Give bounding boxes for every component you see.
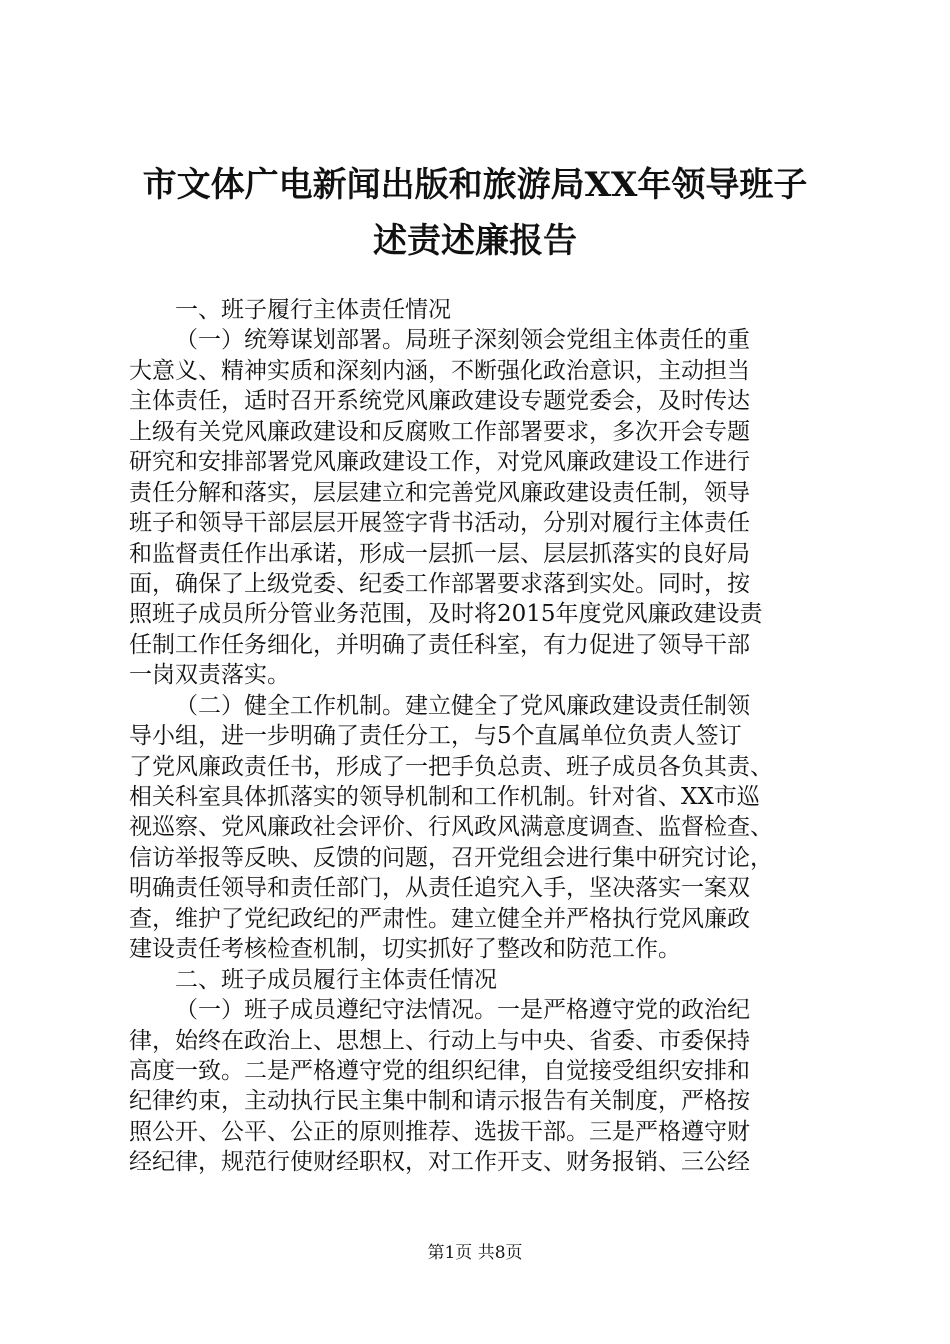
paragraph-3-line: （一）班子成员遵纪守法情况。一是严格遵守党的政治纪 <box>175 997 750 1024</box>
paragraph-2-line: 建设责任考核检查机制，切实抓好了整改和防范工作。 <box>129 936 681 963</box>
paragraph-1-line: 大意义、精神实质和深刻内涵，不断强化政治意识，主动担当 <box>129 357 750 384</box>
paragraph-3-line: 高度一致。二是严格遵守党的组织纪律，自觉接受组织安排和 <box>129 1057 750 1084</box>
page-footer: 第1页 共8页 <box>427 1243 523 1263</box>
paragraph-1-line: 面，确保了上级党委、纪委工作部署要求落到实处。同时，按 <box>129 570 750 597</box>
paragraph-2-line: 明确责任领导和责任部门，从责任追究入手，坚决落实一案双 <box>129 875 750 902</box>
paragraph-1-line: 上级有关党风廉政建设和反腐败工作部署要求，多次开会专题 <box>129 418 750 445</box>
paragraph-2-line: 了党风廉政责任书，形成了一把手负总责、班子成员各负其责、 <box>129 753 773 780</box>
paragraph-1-line: 和监督责任作出承诺，形成一层抓一层、层层抓落实的良好局 <box>129 540 750 567</box>
paragraph-2-line: 导小组，进一步明确了责任分工，与5个直属单位负责人签订 <box>129 723 742 750</box>
paragraph-3-line: 经纪律，规范行使财经职权，对工作开支、财务报销、三公经 <box>129 1149 750 1176</box>
paragraph-2-line: 相关科室具体抓落实的领导机制和工作机制。针对省、XX市巡 <box>129 784 760 810</box>
paragraph-1-line: 责任分解和落实，层层建立和完善党风廉政建设责任制，领导 <box>129 479 750 506</box>
paragraph-1-line: 任制工作任务细化，并明确了责任科室，有力促进了领导干部 <box>129 631 750 658</box>
paragraph-3-line: 纪律约束，主动执行民主集中制和请示报告有关制度，严格按 <box>129 1088 750 1115</box>
document-body <box>129 295 834 1178</box>
paragraph-1-line: 研究和安排部署党风廉政建设工作，对党风廉政建设工作进行 <box>129 449 750 476</box>
section-heading-2: 二、班子成员履行主体责任情况 <box>175 966 497 993</box>
paragraph-1-line: 一岗双责落实。 <box>129 662 290 689</box>
paragraph-1-line: 照班子成员所分管业务范围，及时将2015年度党风廉政建设责 <box>129 601 763 628</box>
paragraph-1-line: 班子和领导干部层层开展签字背书活动，分别对履行主体责任 <box>129 510 750 537</box>
paragraph-2-line: 信访举报等反映、反馈的问题，召开党组会进行集中研究讨论， <box>129 844 773 871</box>
section-heading-1: 一、班子履行主体责任情况 <box>175 297 451 323</box>
paragraph-1-line: （一）统筹谋划部署。局班子深刻领会党组主体责任的重 <box>175 327 750 354</box>
document-title-line-2: 述责述廉报告 <box>373 221 577 261</box>
paragraph-2-line: 视巡察、党风廉政社会评价、行风政风满意度调查、监督检查、 <box>129 814 773 841</box>
paragraph-3-line: 律，始终在政治上、思想上、行动上与中央、省委、市委保持 <box>129 1027 750 1054</box>
paragraph-2-line: 查，维护了党纪政纪的严肃性。建立健全并严格执行党风廉政 <box>129 905 750 932</box>
paragraph-1-line: 主体责任，适时召开系统党风廉政建设专题党委会，及时传达 <box>129 388 750 415</box>
paragraph-2-line: （二）健全工作机制。建立健全了党风廉政建设责任制领 <box>175 692 750 719</box>
document-title-line-1: 市文体广电新闻出版和旅游局XX年领导班子 <box>142 165 808 205</box>
paragraph-3-line: 照公开、公平、公正的原则推荐、选拔干部。三是严格遵守财 <box>129 1118 750 1145</box>
